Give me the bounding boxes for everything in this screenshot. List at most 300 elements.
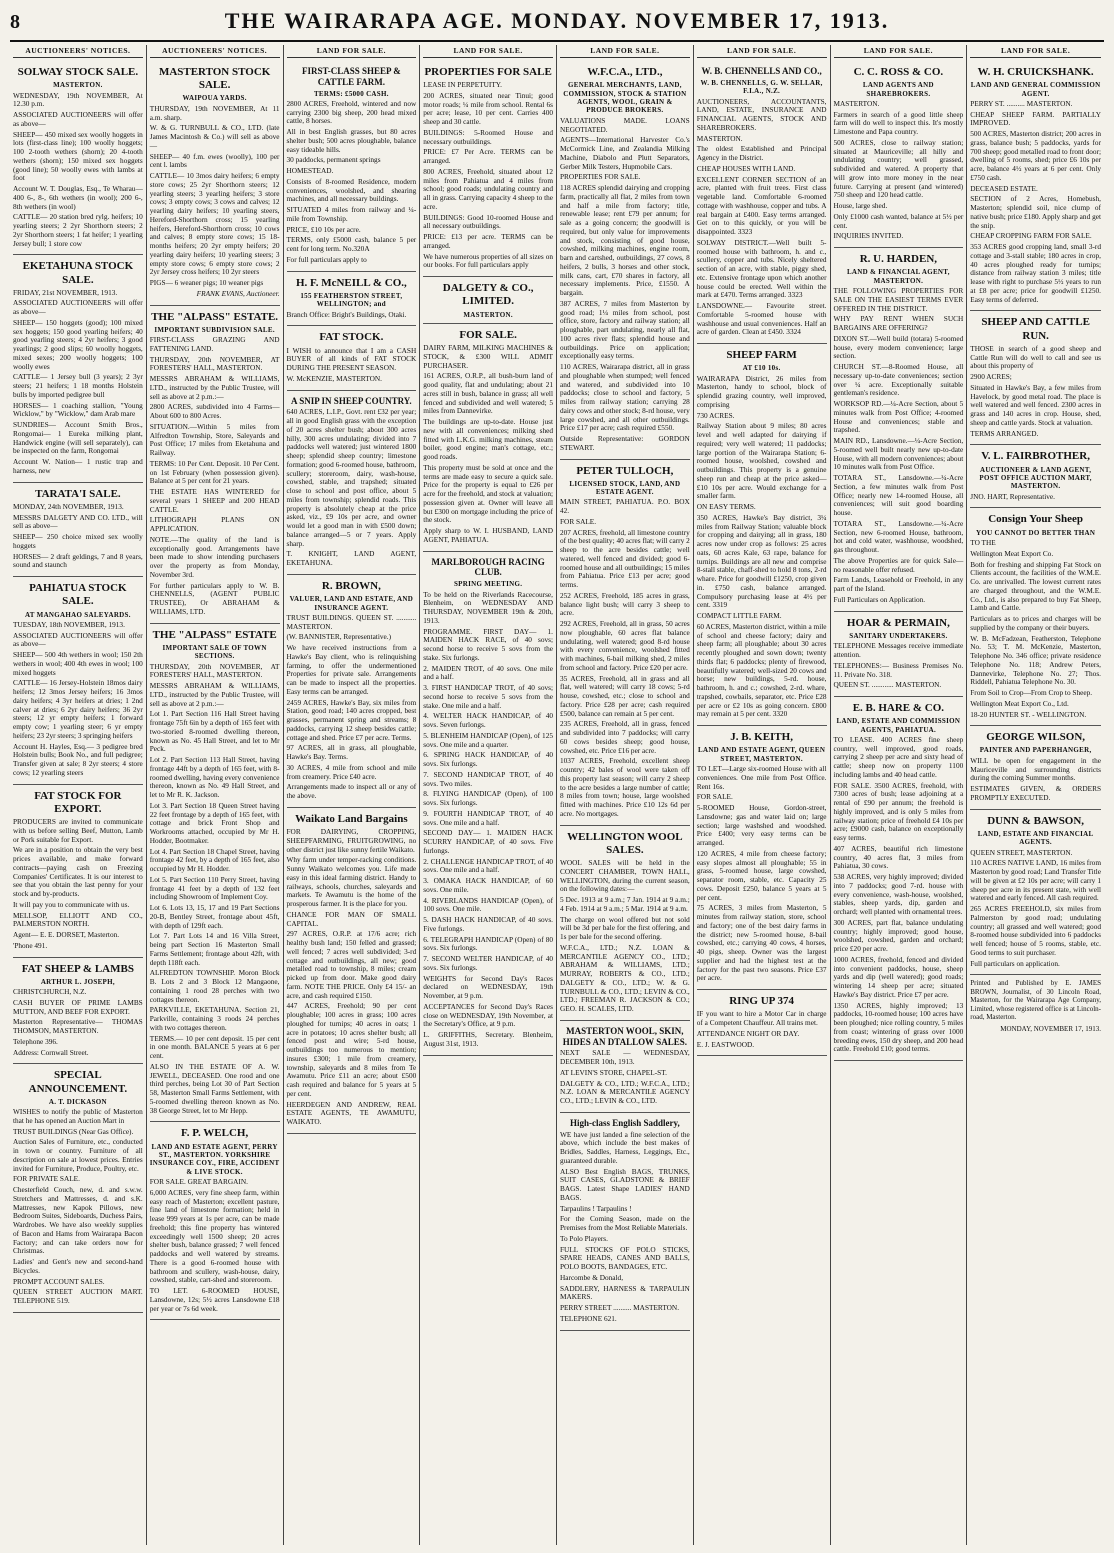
ad-title: THE "ALPASS" ESTATE. xyxy=(151,310,279,323)
ad-line: Wellington Meat Export Co. xyxy=(970,548,1054,558)
ad-line: TERMS: 10 Per Cent. Deposit. 10 Per Cent. on 1st February (when possession given). Balance at 5 per cent for 21 years. xyxy=(149,458,280,486)
ad-line: WHY PAY RENT WHEN SUCH BARGAINS ARE OFFERING? xyxy=(833,314,964,333)
ad-line: 2800 ACRES, subdivided into 4 Farms—About 600 to 800 Acres. xyxy=(149,402,280,421)
ad-line: DECEASED ESTATE. xyxy=(970,183,1038,193)
ad-line: 252 ACRES, Freehold, 185 acres in grass, balance light bush; will carry 3 sheep to acre. xyxy=(560,590,690,618)
ad-title: H. F. McNEILL & CO., xyxy=(295,276,407,289)
ad-line: 5-ROOMED House, Gordon-street, Lansdowne; gas and water laid on; large section; large washshed and woodshed. Price £400; very easy terms can be arranged. xyxy=(696,803,827,848)
ad-line: WEIGHTS for Second Day's Races declared on WEDNESDAY, 19th November, at 9 p.m. xyxy=(423,973,553,1001)
advertisement xyxy=(423,552,553,1056)
ad-title: DALGETY & CO., LIMITED. xyxy=(442,282,534,308)
ad-line: Branch Office: Bright's Buildings, Otaki. xyxy=(286,309,407,319)
ad-line: Why farm under temper-racking conditions. Sunny Waikato welcomes you. Life made easy in this ideal farming district. Handy to railways, schools, churches, saleyards and markets. Te Awamutu is the home of the prosperous farmer. It is the place for you. xyxy=(286,855,417,909)
ad-subtitle: AUCTIONEER & LAND AGENT, POST OFFICE AUCTION MART, MASTERTON. xyxy=(979,465,1092,491)
ad-line: 'Phone 491. xyxy=(13,940,48,950)
ad-line: ON EASY TERMS. xyxy=(696,502,756,512)
ad-line: HORSES— 2 draft geldings, 7 and 8 years, sound and staunch xyxy=(13,551,143,570)
ad-line: TRUST BUILDINGS (Near Gas Office). xyxy=(13,1126,134,1136)
ad-line: NOTE.—The quality of the land is exceptionally good. Arrangements have been made to show intending purchasers over the property as from Monday, November 3rd. xyxy=(149,534,280,579)
column-3 xyxy=(284,45,421,1545)
column-header: LAND FOR SALE. xyxy=(970,45,1101,58)
ad-line: For the Coming Season, made on the Premises from the Most Reliable Materials. xyxy=(560,1214,690,1233)
ad-line: PRICE: £7 Per Acre. TERMS can be arranged. xyxy=(423,147,553,166)
ad-line: W. McKENZIE, MASTERTON. xyxy=(286,373,382,383)
ad-line: CHRISTCHURCH, N.Z. xyxy=(13,987,87,997)
advertisement xyxy=(13,577,143,785)
advertisement xyxy=(970,726,1101,809)
ad-subtitle: IMPORTANT SALE OF TOWN SECTIONS. xyxy=(162,643,267,661)
ad-title: SHEEP AND CATTLE RUN. xyxy=(981,316,1090,342)
ad-line: PRODUCERS are invited to communicate with us before selling Beef, Mutton, Lamb or Pork suitable for Export. xyxy=(13,817,143,844)
ad-title: FIRST-CLASS SHEEP & CATTLE FARM. xyxy=(302,66,401,87)
ad-line: 4. RIVERLANDS HANDICAP (Open), of 100 sovs. One mile. xyxy=(423,895,553,914)
ad-title: PETER TULLOCH, xyxy=(576,464,674,477)
advertisement xyxy=(287,326,417,390)
ad-line: 2. MAIDEN TROT, of 40 sovs. One mile and a half. xyxy=(423,663,553,682)
ad-subtitle: GENERAL MERCHANTS, LAND, COMMISSION, STOCK & STATION AGENTS, WOOL, GRAIN & PRODUCE BROKERS. xyxy=(563,81,687,115)
ad-line: We have numerous properties of all sizes on our books. For full particulars apply xyxy=(423,251,553,270)
ad-line: DIXON ST.—Well build (totara) 5-roomed house, every modern convenience; large section. xyxy=(833,333,964,361)
ad-line: CATTLE— 20 station bred rylg. heifers; 10 yearling steers; 2 2yr Shorthorn steers; 2 2yr Shorthorn steers; 1 fat heifer; 1 yearling Jersey bull; 1 store cow xyxy=(13,212,143,248)
ad-title: W. H. CRUICKSHANK. xyxy=(977,66,1094,78)
ad-line: ALFREDTON TOWNSHIP. Moron Block B. Lots 2 and 3 Block 12 Mangaone, containing 1 rood 28 perches with two cottages thereon. xyxy=(149,968,280,1004)
ad-subtitle: IMPORTANT SUBDIVISION SALE. xyxy=(154,325,275,334)
column-2 xyxy=(147,45,284,1545)
ad-line: Arrangements made to inspect all or any of the above. xyxy=(286,782,417,801)
ad-title: FAT STOCK. xyxy=(319,331,384,344)
ad-line: MESSRS ABRAHAM & WILLIAMS, LTD., instructed by the Public Trustee, will sell as above at 2 p.m.:— xyxy=(149,681,280,708)
advertisement xyxy=(13,785,143,958)
advertisement xyxy=(560,826,690,1021)
advertisement xyxy=(697,61,827,344)
ad-line: QUEEN STREET AUCTION MART. TELEPHONE 519. xyxy=(13,1287,143,1306)
ad-title: EKETAHUNA STOCK SALE. xyxy=(22,260,134,286)
ad-line: Consists of 8-roomed Residence, modern conveniences, woolshed, and shearing machines, and all necessary buildings. xyxy=(286,176,417,204)
ad-line: FRIDAY, 21st NOVEMBER, 1913. xyxy=(13,287,118,297)
ad-line: CHEAP SHEEP FARM. PARTIALLY IMPROVED. xyxy=(970,109,1101,128)
ad-subtitle: LAND AGENTS AND SHAREBROKERS. xyxy=(862,81,934,98)
ad-line: TUESDAY, 18th NOVEMBER, 1913. xyxy=(13,619,125,629)
ad-line: PARKVILLE, EKETAHUNA. Section 21, Parkville, containing 3 roods 24 perches with two cottages thereon. xyxy=(149,1005,280,1032)
ad-line: HORSES— 1 coaching stallion, "Young Wicklow," by "Wicklow," dam Arab mare xyxy=(13,400,143,419)
ad-line: WISHES to notify the public of Masterton that he has opened an Auction Mart in xyxy=(13,1107,143,1125)
ad-line: TO LET. 6-ROOMED HOUSE, Lansdowne, 12s; 5½ acres Lansdowne £18 per year or 7s 6d week. xyxy=(149,1286,280,1313)
ad-line: FOR PRIVATE SALE. xyxy=(13,1174,80,1184)
ad-line: PERRY ST. .......... MASTERTON. xyxy=(970,98,1073,108)
column-header: LAND FOR SALE. xyxy=(697,45,827,58)
ad-title: V. L. FAIRBROTHER, xyxy=(981,450,1090,463)
ad-subtitle: 155 FEATHERSTON STREET, WELLINGTON; and xyxy=(300,291,403,309)
ad-title: FAT SHEEP & LAMBS xyxy=(21,962,134,975)
ad-line: 1000 ACRES, freehold, fenced and divided into convenient paddocks, house, sheep yards and dip (well watered); good roads; wintering 14 sheep per acre; situated Hawke's Bay district. Price £7 per acre. xyxy=(833,954,964,999)
ad-subtitle: LAND & FINANCIAL AGENT, MASTERTON. xyxy=(846,268,950,285)
ad-line: 30 paddocks, permanent springs xyxy=(286,155,381,165)
column-8 xyxy=(967,45,1104,1545)
ad-line: 387 ACRES, 7 miles from Masterton by good road; 1¼ miles from school, post office, store, factory and railway station; all ploughable, part undulating, nearly all flat, 100 acres river flats; splendid house and outbuildings. Price on application; exceptionally easy terms. xyxy=(560,298,690,361)
ad-line: QUEEN ST. ............ MASTERTON. xyxy=(833,680,942,690)
ad-line: Account W. T. Douglas, Esq., Te Wharau— 400 6-, 8-, 6th wethers (in wool); 200 6-, 8th wethers (in wool) xyxy=(13,184,143,211)
ad-line: House, large shed. xyxy=(833,201,888,211)
ad-title: Waikato Land Bargains xyxy=(295,812,408,825)
ad-line: To be held on the Riverlands Racecourse, Blenheim, on WEDNESDAY AND THURSDAY, NOVEMBER 19th & 20th, 1913. xyxy=(423,589,553,625)
ad-line: INQUIRIES INVITED. xyxy=(833,231,904,241)
ad-line: ASSOCIATED AUCTIONEERS will offer as above— xyxy=(13,110,143,128)
ad-line: Situated in Hawke's Bay, a few miles from Havelock, by good metal road. The place is well watered and well fenced. 2300 acres in grass and 140 acres in crop. House, shed, sheep and cattle yards. Stock at valuation. xyxy=(970,382,1101,427)
ad-line: ALSO IN THE ESTATE OF A. W. JEWELL, DECEASED. One rood and one third perches, being Lot 30 of Part Section 58, Masterton Small Farms Settlement, with 5-roomed dwelling thereon known as No. 38 George Street, let to Mr Hepp. xyxy=(149,1061,280,1115)
ad-line: CHURCH ST.—8-Roomed House, all necessary up-to-date conveniences; section over ¼ acre. Exceptionally suitable gentleman's residence. xyxy=(833,362,964,398)
ad-line: 300 ACRES, part flat, balance undulating country; highly improved; good house, woolshed, cowshed, garden and orchard; price £20 per acre. xyxy=(833,917,964,954)
ad-line: FOR SALE. GREAT BARGAIN. xyxy=(149,1177,248,1187)
ad-line: 447 ACRES, Freehold; 90 per cent ploughable; 100 acres in grass; 100 acres ploughed for turnips; 40 acres in oats; 1 acre in potatoes; 10 acres shelter bush; all fenced post and wire; 5-rd house, outbuildings too numerous to mention; insures £300; 1 mile from creamery, township, saleyards and 8 miles from Te Awamutu. Price £11 an acre; about £500 cash required and balance for 5 years at 5 per cent. xyxy=(286,1001,417,1098)
ad-line: CASH BUYER OF PRIME LAMBS MUTTON, AND BEEF FOR EXPORT. xyxy=(13,997,143,1016)
ad-line: Wellington Meat Export Co., Ltd. xyxy=(970,698,1069,708)
ad-title: R. BROWN, xyxy=(321,579,381,592)
ad-line: FOR DAIRYING, CROPPING, SHEEPFARMING, FRUITGROWING, no other district just like sunny fertile Waikato. xyxy=(286,827,417,854)
ad-line: AT LEVIN'S STORE, CHAPEL-ST. xyxy=(560,1067,667,1077)
ad-line: Lot 3. Part Section 18 Queen Street having 22 feet frontage by a depth of 165 feet, with cottage and brick Front Shop and Workrooms attached, occupied by Mr H. Hodder, Bootmaker. xyxy=(149,800,280,845)
advertisement xyxy=(287,391,417,575)
ad-line: 4. WELTER HACK HANDICAP, of 40 sovs. Seven furlongs. xyxy=(423,711,553,730)
ad-title: RING UP 374 xyxy=(729,995,795,1008)
ad-line: MASTERTON. xyxy=(696,133,743,143)
advertisement xyxy=(970,61,1101,311)
ad-line: DALGETY & CO., LTD.; W.F.C.A., LTD.; N.Z. LOAN & MERCANTILE AGENCY CO., LTD.; LEVIN & CO., LTD. xyxy=(560,1078,690,1106)
ad-line: VALUATIONS MADE. LOANS NEGOTIATED. xyxy=(560,115,690,134)
ad-line: PROMPT ACCOUNT SALES. xyxy=(13,1276,105,1286)
ad-title: F. P. WELCH, xyxy=(181,1127,249,1140)
ad-line: CHANCE FOR MAN OF SMALL CAPITAL. xyxy=(286,909,417,928)
ad-line: MAIN RD., Lansdowne.—¼-Acre Section, 5-roomed well built nearly new up-to-date House, with all modern conveniences; about 10 minutes walk from Post Office. xyxy=(833,436,964,472)
ad-title: DUNN & BAWSON, xyxy=(987,814,1085,827)
ad-title: C. C. ROSS & CO. xyxy=(853,66,944,78)
column-header: LAND FOR SALE. xyxy=(287,45,417,58)
ad-title: WELLINGTON WOOL SALES. xyxy=(567,830,683,856)
ad-line: COMPACT LITTLE FARM. xyxy=(696,611,782,621)
ad-line: Railway Station about 9 miles; 80 acres level and well adapted for dairying if required; very well watered; 11 paddocks; large portion of the Wairarapa Station; 6-roomed house, woolshed, cowshed and outbuildings. This property is a genuine sheep run and cheap at the price asked—£10 10s per acre. Would exchange for a smaller farm. xyxy=(696,421,827,501)
ad-line: TERMS, only £5000 cash, balance 5 per cent for long term. No.320A xyxy=(286,235,417,254)
ad-line: ESTIMATES GIVEN, & ORDERS PROMPTLY EXECUTED. xyxy=(970,784,1101,802)
ad-title: Consign Your Sheep xyxy=(988,513,1083,526)
footer-dateline: MONDAY, NOVEMBER 17, 1913. xyxy=(1000,1025,1101,1034)
advertisement xyxy=(13,61,143,255)
ad-line: Lot 2. Part Section 113 Hall Street, having frontage 44ft by a depth of 165 feet, with 8-roomed dwelling, having every convenience thereon, known as No. 49 Hall Street, and let to Mr R. K. Jackson. xyxy=(149,755,280,800)
ad-line: 353 ACRES good cropping land, small 3-rd cottage and 3-stall stable; 180 acres in crop, 40 acres ploughed ready for turnips; distance from railway station 3 miles; title lease with right to purchase 5½ years to run at £8 per acre; price for goodwill £1250. Easy terms of deferred. xyxy=(970,242,1101,304)
ad-line: THURSDAY, 20th NOVEMBER, AT FORESTERS' HALL, MASTERTON. xyxy=(149,661,280,680)
ad-line: 640 ACRES, L.I.P., Govt. rent £32 per year; all in good English grass with the exception of 20 acres shelter bush; about 300 acres hilly, 300 acres undulating; divided into 7 paddocks well watered; just wintered 1800 sheep; splendid sheep country; limestone formation; good 6-roomed house, bathroom, scullery; storeroom, dairy, wash-house, cowshed, stable, and trapshed; situated close to school and post office, about 5 miles from township; splendid roads. This property is absolutely cheap at the price asked, viz., £9 10s per acre, and owner would let a good man in with £500 down; balance arranged—5 or 7 years. Apply sharp. xyxy=(286,407,417,548)
column-7 xyxy=(831,45,968,1545)
advertisement xyxy=(970,508,1101,726)
ad-line: To Polo Players. xyxy=(560,1233,608,1243)
ad-subtitle: W. B. CHENNELLS, G. W. SELLAR, F.I.A., N.Z. xyxy=(700,78,823,96)
ad-line: 297 ACRES, O.R.P. at 17/6 acre; rich healthy bush land; 150 felled and grassed; well fenced; 7 acres well subdivided; 3-rd cottage and outbuildings, all new; good metalled road to township, 8 miles; cream picked up from door. Make good dairy farm. NOTE THE PRICE. Only £4 15/- an acre, and cash required £150. xyxy=(286,929,417,1000)
ad-line: 265 ACRES FREEHOLD, six miles from Palmerston by good road; undulating country; all grassed and well watered; good 8-roomed house subdivided into 6 paddocks well fenced; house of 5 rooms, stable, etc. Good terms to suit purchaser. xyxy=(970,904,1101,957)
ad-line: 500 ACRES, Masterton district; 200 acres in grass, balance bush; 5 paddocks, yards for 700 sheep; good metalled road to front door; dwelling of 5 rooms, shed; price £6 10s per acre, balance 4½ years at 6 per cent. Only £750 cash. xyxy=(970,129,1101,182)
ad-line: FOR SALE. 3500 ACRES, freehold, with 7300 acres of bush; lease adjoining at a rental of £90 per annum; the freehold is highly improved, and is only 5 miles from railway station; price of freehold £4 10s per acre; £9000 cash, balance on exceptionally easy terms. xyxy=(833,780,964,843)
ad-line: FIRST-CLASS GRAZING AND FATTENING LAND. xyxy=(149,335,280,353)
ad-line: Farmers in search of a good little sheep farm will do well to inspect this. It's mostly Limestone and Papa country. xyxy=(833,109,964,137)
ad-line: SITUATION.—Within 5 miles from Alfredton Township, Store, Saleyards and Post Office; 17 miles from Eketahuna and Railway. xyxy=(149,421,280,458)
ad-line: QUEEN STREET, MASTERTON. xyxy=(970,847,1073,857)
ad-line: T. KNIGHT, LAND AGENT, EKETAHUNA. xyxy=(286,549,417,568)
ad-line: 60 ACRES, Masterton district, within a mile of school and cheese factory; dairy and sheep farm; all ploughable; about 30 acres recently ploughed and sown down; twenty thirds flat; 6 paddocks; plenty of firewood, beautifully watered; well-sized 20 cows and horse; new buildings, 5-rd. house, bathroom, h. and c.; cowshed, 2-rd. whare, trapshed, cowbails, separator, etc. Price £28 per acre or £2 10s as going concern. £800 may remain at 5 per cent. 3320 xyxy=(696,621,827,719)
ad-line: It will pay you to communicate with us. xyxy=(13,899,130,909)
ad-title: J. B. KEITH, xyxy=(730,731,793,744)
ad-line: 9. FOURTH HANDICAP TROT, of 40 sovs. One mile and a half. xyxy=(423,808,553,827)
ad-title: E. B. HARE & CO. xyxy=(852,702,945,715)
column-header: AUCTIONEERS' NOTICES. xyxy=(13,45,143,58)
ad-line: MASTERTON. xyxy=(833,98,880,108)
ad-line: CHEAP CROPPING FARM FOR SALE. xyxy=(970,231,1092,241)
ad-line: LEASE IN PERPETUITY. xyxy=(423,80,502,90)
ad-line: FOR SALE. xyxy=(696,792,733,802)
ad-line: Ladies' and Gent's new and second-hand Bicycles. xyxy=(13,1257,143,1275)
advertisement xyxy=(697,726,827,990)
columns-container xyxy=(10,45,1104,1545)
ad-line: Full particulars on application. xyxy=(970,958,1060,968)
ad-line: For further particulars apply to W. B. CHENNELLS, (AGENT PUBLIC TRUSTEE), Or ABRAHAM & WILLIAMS, LTD. xyxy=(149,580,280,616)
ad-line: AGENTS—International Harvester Co.'s McCormick Line, and Zealandia Milking Machine, Diabolo and Plutt Separators, Gerber Milk Testers, Hupmobile Cars. xyxy=(560,135,690,171)
ad-line: 6. TELEGRAPH HANDICAP (Open) of 80 sovs. Six furlongs. xyxy=(423,934,553,953)
ad-line: 5. DASH HACK HANDICAP, of 40 sovs. Five furlongs. xyxy=(423,915,553,933)
ad-subtitle: MASTERTON. xyxy=(463,310,513,319)
ad-line: MELLSOP, ELLIOTT AND CO., PALMERSTON NORTH. xyxy=(13,910,143,929)
ad-subtitle: TERMS: £5000 CASH. xyxy=(313,89,389,98)
ad-line: MAIN STREET, PAHIATUA. P.O. BOX 42. xyxy=(560,497,690,516)
advertisement xyxy=(834,612,964,697)
ad-line: Lot 1. Part Section 116 Hall Street having frontage 75ft 6in by a depth of 165 feet with two-storied 8-roomed dwelling thereon, known as No. 45 Hall Street, and let to Mr Peck. xyxy=(149,709,280,754)
ad-line: ALSO Best English BAGS, TRUNKS, SUIT CASES, GLADSTONE & BRIEF BAGS. Latest Shape LADIES' HAND BAGS. xyxy=(560,1166,690,1202)
ad-line: SUNDRIES— Account Smith Bros., Rongomai— 1 Eureka milking plant, Handwick engine (will sell separately), can be inspected on the farm, Rongomai xyxy=(13,420,143,456)
advertisement xyxy=(287,272,417,327)
advertisement xyxy=(13,255,143,482)
ad-line: PROPERTIES FOR SALE. xyxy=(560,172,641,182)
ad-title: R. U. HARDEN, xyxy=(859,253,938,266)
ad-line: THE FOLLOWING PROPERTIES FOR SALE ON THE EASIEST TERMS EVER OFFERED IN THE DISTRICT. xyxy=(833,286,964,313)
column-header: LAND FOR SALE. xyxy=(423,45,553,58)
masthead xyxy=(10,8,1104,42)
ad-line: W. B. McFadzean, Featherston, Telephone No. 53; T. M. McKenzie, Masterton, Telephone No. 346 office; private residence Telephone No. 118; Andrew Peters, Dannevirke, Telephone No. 27; Thos. Riddell, Pahiatua Telephone No. 30. xyxy=(970,633,1101,687)
ad-line: TELEPHONE Messages receive immediate attention. xyxy=(833,641,964,660)
column-header: LAND FOR SALE. xyxy=(560,45,690,58)
ad-subtitle: MASTERTON. xyxy=(53,81,103,90)
ad-line: TO THE xyxy=(970,538,996,548)
advertisement xyxy=(423,61,553,277)
advertisement xyxy=(560,1021,690,1113)
ad-line: E. J. EASTWOOD. xyxy=(696,1039,755,1049)
ad-line: WAIRARAPA District, 26 miles from Masterton, handy to school, block of splendid grazing country, well improved, comprising xyxy=(696,373,827,409)
ad-line: Lot 4. Part Section 18 Chapel Street, having frontage 42 feet, by a depth of 165 feet, also occupied by Mr H. Hodder. xyxy=(149,846,280,874)
ad-line: 6,000 ACRES, very fine sheep farm, within easy reach of Masterton; excellent pasture, fine land of limestone formation; held in lease 999 years at 1s per acre, can be made freehold; this fine property has wintered exceedingly well 1500 sheep; 20 acres shelter bush, balance grassed; 7 well fenced paddocks and well watered by streams. There is a good 6-roomed house with bathroom and scullery, wash-house, dairy, cowshed, stable, cart-shed and storeroom. xyxy=(149,1187,280,1285)
ad-line: LITHOGRAPH PLANS ON APPLICATION. xyxy=(149,515,280,534)
ad-subtitle: LAND, ESTATE AND FINANCIAL AGENTS. xyxy=(977,829,1094,847)
advertisement xyxy=(697,344,827,726)
ad-line: WE have just landed a fine selection of the above, which include the best makes of Bridles, Saddles, Harness, Leggings, Etc., guaranteed durable. xyxy=(560,1129,690,1165)
advertisement xyxy=(13,958,143,1065)
ad-line: Harcombe & Donald, xyxy=(560,1272,624,1282)
ad-line: 118 ACRES splendid dairying and cropping farm, practically all flat, 2 miles from town and half a mile from factory; title, renewable lease; rent £79 per annum; for sale as a going concern; the goodwill is required, but only value for improvements and stock, consisting of good house, cowshed, milking machines, engine room, barn and cartshed, outbuildings, 27 cows, 8 heifers, 2 bulls, 3 horses and other stock, milk cans, cart, £70 shares in factory, all necessary implements. Price, £1550. A bargain. xyxy=(560,183,690,297)
ad-line: 1037 ACRES, Freehold, excellent sheep country; 42 bales of wool were taken off this property last season; will carry 2 sheep to the acre besides a large number of cattle; 8 miles from town; house, large woolshed fitted with machines. Price £10 12s 6d per acre. No mortgages. xyxy=(560,756,690,818)
ad-line: TERMS ARRANGED. xyxy=(970,428,1039,438)
ad-line: Apply sharp to W. I. HUSBAND, LAND AGENT, PAHIATUA. xyxy=(423,526,553,544)
ad-line: 2. CHALLENGE HANDICAP TROT, of 40 sovs. One mile and a half. xyxy=(423,856,553,875)
ad-line: SHEEP— 500 4th wethers in wool; 150 2th wethers in wool; 400 4th ewes in wool; 100 mixed hoggets xyxy=(13,650,143,677)
ad-subtitle: SANITARY UNDERTAKERS. xyxy=(849,631,948,640)
ad-line: 110 ACRES, Wairarapa district, all in grass and ploughable when stumped; well fenced and watered, and subdivided into 10 paddocks; close to school and factory, 5 miles from railway station; carrying 28 dairy cows and other stock; 8-rd house, very large cowshed, and all other outbuildings. Price £17 per acre; cash required £550. xyxy=(560,362,690,433)
ad-subtitle: AT £10 10s. xyxy=(742,364,781,373)
ad-line: 6. SPRING HACK HANDICAP, of 40 sovs. Six furlongs. xyxy=(423,750,553,769)
ad-line: Lot 7. Part Lots 14 and 16 Villa Street, being part Section 16 Masterton Small Farms Settlement; frontage about 42ft, with depth 118ft each. xyxy=(149,931,280,967)
ad-subtitle: LAND, ESTATE AND COMMISSION AGENTS, PAHIATUA. xyxy=(836,717,961,734)
ad-signature: FRANK EVANS, Auctioneer. xyxy=(196,288,280,298)
ad-subtitle: ARTHUR L. JOSEPH, xyxy=(40,977,115,986)
column-header: AUCTIONEERS' NOTICES. xyxy=(150,45,280,58)
ad-line: 97 ACRES, all in grass, all ploughable, Hawke's Bay. Terms. xyxy=(286,743,417,762)
ad-line: 120 ACRES, 4 mile from cheese factory; easy slopes almost all ploughable; 55 in grass, 5-roomed house, large cowshed, separator room, stable, etc. Capacity 25 cows. Deposit £250, balance 5 years at 5 per cent. xyxy=(696,848,827,902)
ad-subtitle: SPRING MEETING. xyxy=(453,580,523,589)
ad-line: SADDLERY, HARNESS & TARPAULIN MAKERS. xyxy=(560,1283,690,1302)
ad-line: FULL STOCKS OF POLO STICKS, SPARE HEADS, CANES AND BALLS, POLO BOOTS, BANDAGES, ETC. xyxy=(560,1244,690,1272)
ad-line: CATTLE— 1 Jersey bull (3 years); 2 3yr steers; 21 heifers; 1 18 months Holstein bulls by imported pedigree bull xyxy=(13,372,143,399)
page-number: 8 xyxy=(10,11,20,33)
ad-line: 1350 ACRES, highly improved; 13 paddocks, 10-roomed house; 100 acres have been ploughed; nice rolling country, 5 miles from coast; wintering of grass over 1000 breeding ewes, 150 dry sheep, and 200 head cattle. Freehold £10; good terms. xyxy=(833,1000,964,1054)
ad-line: 2459 ACRES, Hawke's Bay, six miles from Station, good road; 140 acres cropped, best grasses, permanent spring and streams; 8 paddocks, carrying 12 sheep besides cattle; cottage and shed. Price £7 per acre. Terms. xyxy=(286,697,417,742)
advertisement xyxy=(970,445,1101,508)
ad-line: TERMS.— 10 per cent deposit. 15 per cent in one month. BALANCE 5 years at 6 per cent. xyxy=(149,1033,280,1061)
ad-subtitle: AT MANGAHAO SALEYARDS. xyxy=(24,610,131,619)
ad-line: NEXT SALE — WEDNESDAY, DECEMBER 10th, 1913. xyxy=(560,1048,690,1067)
column-1 xyxy=(10,45,147,1545)
advertisement xyxy=(150,306,280,624)
ad-line: Particulars as to prices and charges will be supplied by the company or their buyers. xyxy=(970,614,1101,632)
ad-line: Account W. Nation— 1 rustic trap and harness, new xyxy=(13,457,143,475)
newspaper-title: THE WAIRARAPA AGE. MONDAY. NOVEMBER 17, 1913. xyxy=(224,8,890,33)
ad-line: PERRY STREET .......... MASTERTON. xyxy=(560,1303,680,1313)
ad-subtitle: LICENSED STOCK, LAND, AND ESTATE AGENT. xyxy=(569,479,681,497)
ad-line: THOSE in search of a good sheep and Cattle Run will do well to call and see us about this property of xyxy=(970,343,1101,371)
advertisement xyxy=(287,575,417,808)
ad-line: 5. BLENHEIM HANDICAP (Open), of 125 sovs. One mile and a quarter. xyxy=(423,730,553,749)
ad-line: We have received instructions from a Hawke's Bay client, who is relinquishing farming, to offer the undermentioned Properties for private sale. Arrangements can be made to inspect all the properties. Easy terms can be arranged. xyxy=(286,643,417,696)
ad-line: TELEPHONE 621. xyxy=(560,1313,617,1323)
ad-subtitle: YOU CANNOT DO BETTER THAN xyxy=(975,528,1096,537)
ad-line: Full Particulars on Application. xyxy=(833,594,926,604)
ad-line: Farm Lands, Leasehold or Freehold, in any part of the Island. xyxy=(833,575,964,594)
ad-line: ATTENDANCE NIGHT OR DAY. xyxy=(696,1028,800,1038)
ad-line: SECOND DAY— 1. MAIDEN HACK SCURRY HANDICAP, of 40 sovs. Five furlongs. xyxy=(423,828,553,855)
ad-line: 3. FIRST HANDICAP TROT, of 40 sovs; second horse to receive 5 sovs from the stake. One mile and a half. xyxy=(423,683,553,710)
ad-line: Masterton Representative— THOMAS THOMSON, MASTERTON. xyxy=(13,1017,143,1036)
ad-line: 7. SECOND HANDICAP TROT, of 40 sovs. Two miles. xyxy=(423,769,553,788)
ad-line: 75 ACRES, 3 miles from Masterton, 5 minutes from railway station, store, school and factory; one of the best dairy farms in the district; new 5-roomed house, 8-bail cowshed, etc.; carrying 40 cows, 4 horses, 40 pigs, sheep. Owner was the largest supplier and had the highest test at the factory for the past two seasons. Price £37 per acre. xyxy=(696,903,827,983)
ad-title: A SNIP IN SHEEP COUNTRY. xyxy=(291,395,412,406)
ad-line: Telephone 396. xyxy=(13,1036,58,1046)
ad-line: EXCELLENT CORNER SECTION of an acre, planted with fruit trees. First class vegetable land. Comfortable 6-roomed cottage with washhouse, copper and tubs. A real bargain at £400. Easy terms arranged. Get on to this quickly, or you will be disappointed. 3323 xyxy=(696,174,827,237)
advertisement xyxy=(970,311,1101,445)
ad-title: MASTERTON STOCK SALE. xyxy=(158,66,271,92)
ad-line: The charge on wool offered but not sold will be 3d per bale for the first offering, and 1s per bale for the second offering. xyxy=(560,914,690,942)
ad-line: I WISH to announce that I am a CASH BUYER of all kinds of FAT STOCK DURING THE PRESENT SEASON. xyxy=(286,345,417,373)
advertisement xyxy=(13,1064,143,1313)
ad-line: MESSRS ABRAHAM & WILLIAMS, LTD., instructed by the Public Trustee, will sell as above at 2 p.m.:— xyxy=(149,374,280,401)
ad-line: FOR SALE. xyxy=(560,516,597,526)
advertisement xyxy=(560,61,690,460)
ad-line: W. & G. TURNBULL & CO., LTD. (late James Macintosh & Co.) will sell as above— xyxy=(149,123,280,150)
ad-line: From Soil to Crop—From Crop to Sheep. xyxy=(970,688,1093,698)
ad-title: FAT STOCK FOR EXPORT. xyxy=(34,789,122,815)
ad-title: W.F.C.A., LTD., xyxy=(587,66,663,78)
ad-line: PRICE: £13 per acre. TERMS can be arranged. xyxy=(423,232,553,250)
ad-line: L. GRIFFITHS, Secretary. Blenheim, August 31st, 1913. xyxy=(423,1030,553,1048)
ad-subtitle: VALUER, LAND AND ESTATE, AND INSURANCE AGENT. xyxy=(289,595,414,612)
advertisement xyxy=(150,61,280,306)
advertisement xyxy=(13,483,143,577)
ad-title: MASTERTON WOOL, SKIN, HIDES AN DTALLOW SALES. xyxy=(562,1025,687,1047)
advertisement xyxy=(560,460,690,826)
ad-title: HOAR & PERMAIN, xyxy=(846,616,950,629)
ad-line: We are in a position to obtain the very best prices available, and make forward contracts—paying cash on Freezing Companies' Certificates. It is our interest to see that you obtain the last penny for your stock and by-products. xyxy=(13,845,143,899)
ad-line: PROGRAMME. FIRST DAY— 1. MAIDEN HACK RACE, of 40 sovs; second horse to receive 5 sovs from the stake. Six furlongs. xyxy=(423,626,553,662)
ad-line: TO LET—Large six-roomed House with all conveniences. One mile from Post Office. Rent 16s. xyxy=(696,764,827,791)
ad-title: PROPERTIES FOR SALE xyxy=(424,66,552,78)
ad-line: SHEEP— 450 mixed sex woolly hoggets in lots (first-class line); 100 woolly hoggets; 100 2-tooth wethers (shorn); 20 4-tooth wethers (shorn); 150 mixed sex hoggets (good line); 50 woolly ewes with lambs at foot xyxy=(13,129,143,183)
advertisement xyxy=(970,810,1101,976)
ad-title: SHEEP FARM xyxy=(726,349,797,362)
ad-line: WORKSOP RD.—¼-Acre Section, about 5 minutes walk from Post Office; 4-roomed House and conveniences; stable and trapshed. xyxy=(833,399,964,435)
ad-subtitle: LAND AND GENERAL COMMISSION AGENT. xyxy=(970,81,1101,98)
ad-line: 235 ACRES, Freehold, all in grass, fenced and subdivided into 7 paddocks; will carry 60 cows besides sheep; good house, cowshed, etc. Price £16 per acre. xyxy=(560,719,690,755)
ad-line: WILL be open for engagement in the Mauriceville and surrounding districts during the coming Summer months. xyxy=(970,755,1101,783)
ad-line: THURSDAY, 20th NOVEMBER, AT FORESTERS' HALL, MASTERTON. xyxy=(149,354,280,373)
advertisement xyxy=(150,1122,280,1320)
ad-title: PAHIATUA STOCK SALE. xyxy=(29,582,127,608)
advertisement xyxy=(834,61,964,248)
ad-line: 110 ACRES NATIVE LAND, 16 miles from Masterton by good road; Land Transfer Title will be given at £2 10s per acre; will carry 1 sheep per acre in its present state, with well watered and early fenced. All cash required. xyxy=(970,858,1101,903)
ad-line: 7. SECOND WELTER HANDICAP, of 40 sovs. Six furlongs. xyxy=(423,954,553,972)
ad-line: Auction Sales of Furniture, etc., conducted in town or country. Furniture of all description on sale at lowest prices. Entries invited for Furniture, Produce, Poultry, etc. xyxy=(13,1137,143,1173)
ad-line: 800 ACRES, Freehold, situated about 12 miles from Pahiatua and 4 miles from school; good roads; undulating country and all in grass. Carrying capacity 4 sheep to the acre. xyxy=(423,166,553,211)
ad-line: SECTION of 2 Acres, Homebush, Masterton; splendid soil, nice clump of native bush; price £180. Apply sharp and get the snip. xyxy=(970,194,1101,230)
ad-line: MESSRS DALGETY AND CO. LTD., will sell as above— xyxy=(13,512,143,531)
ad-line: THURSDAY, 19th NOVEMBER, At 11 a.m. sharp. xyxy=(149,103,280,122)
ad-line: ASSOCIATED AUCTIONEERS will offer as above— xyxy=(13,630,143,649)
ad-line: 350 ACRES, Hawke's Bay district, 3¼ miles from Railway Station; valuable block for cropping and dairying; all in grass, 180 acres now under crop as follows: 25 acres oats, 60 acres Kale, 63 rape, balance for turnips. Buildings are all new and comprise 8-stall stable, chaff-shed to hold 8 tons, 2-rd whare. Price for goodwill £1250, crop given in. £750 cash, balance arranged. Compulsory purchasing lease at 4½ per cent. 3319 xyxy=(696,512,827,610)
ad-line: ACCEPTANCES for Second Day's Races close on WEDNESDAY, 19th November, at the Secretary's Office, at 9 p.m. xyxy=(423,1001,553,1029)
ad-title: SOLWAY STOCK SALE. xyxy=(17,66,139,78)
ad-line: Outside Representative: GORDON STEWART. xyxy=(560,434,690,452)
column-6 xyxy=(694,45,831,1545)
ad-line: The oldest Established and Principal Agency in the District. xyxy=(696,144,827,163)
ad-line: For full particulars apply to xyxy=(286,254,367,264)
ad-line: 292 ACRES, Freehold, all in grass, 50 acres now ploughable, 60 acres flat balance undulating, well watered; good 8-rd house with every convenience, woolshed fitted with machines, 6-bail milking shed, 2 miles from school and factory. Price £20 per acre. xyxy=(560,619,690,672)
ad-line: Address: Cornwall Street. xyxy=(13,1047,89,1057)
printer-imprint: Printed and Published by E. JAMES BROWN, Journalist, of 30 Lincoln Road, Masterton, for the Wairarapa Age Company, Limited, whose registered office is at Lincoln-road, Masterton. xyxy=(970,979,1101,1021)
ad-line: The buildings are up-to-date. House just new with all conveniences; milking shed fitted with L.K.G. milking machines, steam boiler, good engine; man's cottage, etc.; good roads. xyxy=(423,417,553,462)
column-5 xyxy=(557,45,694,1545)
ad-line: 200 ACRES, situated near Tinui; good motor roads; ¼ mile from school. Rental 6s per acre; lease, 10 per cent. Carries 400 sheep and 30 cattle. xyxy=(423,90,553,127)
ad-line: SHEEP— 150 hoggets (good); 100 mixed sex hoggets; 150 good yearling heifers; 40 good yearling steers; 4 2yr heifers; 3 good yearlings; 2 good slips; 60 woolly hoggets, mixed sexes; 200 woolly hoggets; 100 woolly ewes xyxy=(13,317,143,371)
ad-line: 407 ACRES, beautiful rich limestone country, 40 acres flat, 3 miles from Pahiatua, 30 cows. xyxy=(833,843,964,871)
ad-line: TOTARA ST., Lansdowne.—¼-Acre Section, a few minutes walk from Post Office; nearly new 14-roomed House, all conveniences; will suit good boarding house. xyxy=(833,473,964,518)
advertisement xyxy=(423,324,553,552)
ad-line: Account H. Hayles, Esq.— 3 pedigree bred Holstein bulls; Book No., and full pedigree; Transfer given at sale; 8 2yr steers; 4 store cows; 12 yearling steers xyxy=(13,741,143,777)
ad-line: SITUATED 4 miles from railway and ¼-mile from Township. xyxy=(286,205,417,223)
ad-line: TOTARA ST., Lansdowne.—¼-Acre Section, new 6-roomed House, bathroom, hot and cold water, washhouse, woodshed, gas throughout. xyxy=(833,518,964,555)
ad-line: 3. OMAKA HACK HANDICAP, of 60 sovs. One mile. xyxy=(423,876,553,894)
advertisement xyxy=(834,248,964,611)
ad-line: Lot 6. Lots 13, 15, 17 and 19 Part Sections 20-B, Bentley Street, frontage about 45ft, with depth of 129ft each. xyxy=(149,903,280,930)
ad-line: 2900 ACRES; xyxy=(970,372,1012,382)
ad-line: Lot 5. Part Section 110 Perry Street, having frontage 41 feet by a depth of 132 feet including Showroom of Implement Coy. xyxy=(149,874,280,902)
